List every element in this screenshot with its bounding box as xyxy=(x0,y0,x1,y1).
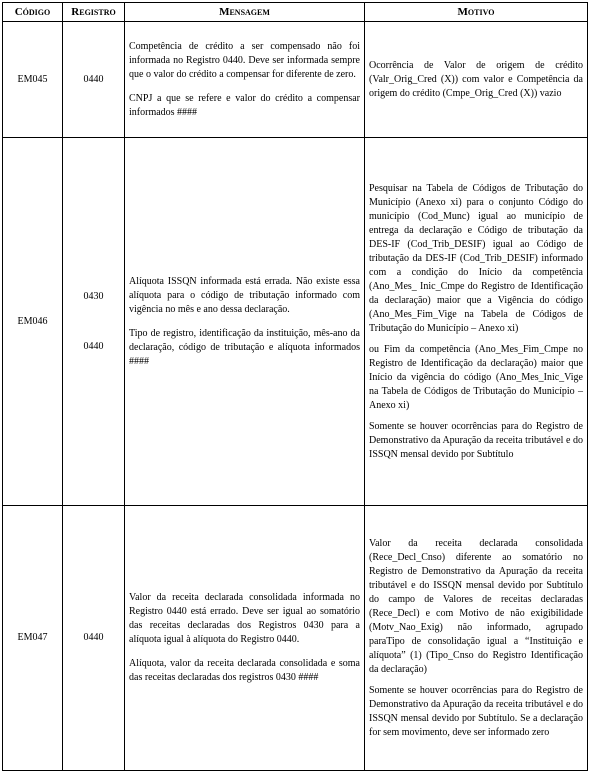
cell-mensagem xyxy=(125,506,365,771)
mensagem-paragraph: Tipo de registro, identificação da instituição, mês-ano da declaração, código de tributação e alíquota informados #### xyxy=(129,327,360,367)
motivo-paragraph: Pesquisar na Tabela de Códigos de Tributação do Município (Anexo xi) para o conjunto Código do município (Cod_Munc) igual ao município de entrega da declaração e Código de tributação da DES-IF (Cod_Trib_DESIF) igual ao Código de tributação da DES-IF (Cod_Trib_DESIF) informado com a condição do Início da competência (Ano_Mes_ Inic_Cmpe do Registro de Identificação da declaração) maior que a Vigência do código (Ano_Mes_Fim_Vige na Tabela de Códigos de Tributação do Município – Anexo xi) xyxy=(369,182,583,334)
cell-motivo xyxy=(365,138,588,506)
header-motivo: Motivo xyxy=(365,3,588,22)
cell-motivo xyxy=(365,506,588,771)
motivo-paragraph: Valor da receita declarada consolidada (Rece_Decl_Cnso) diferente ao somatório no Registro de Demonstrativo da Apuração da receita tributável e do ISSQN mensal devido por Subtítulo do campo de Valores de receitas declaradas (Rece_Decl) e com Motivo de não exigibilidade (Motv_Nao_Exig) não informado, agrupado paraTipo de consolidação igual a “Instituição e alíquota” (1) (Tipo_Cnso do Registro Identificação da declaração) xyxy=(369,537,583,675)
header-codigo: Código xyxy=(3,3,63,22)
table-row xyxy=(3,138,588,506)
registro-value: 0440 xyxy=(83,632,104,643)
header-mensagem: Mensagem xyxy=(125,3,365,22)
table-header-row xyxy=(3,3,588,22)
cell-registro xyxy=(63,506,125,771)
mensagem-paragraph: CNPJ a que se refere e valor do crédito a compensar informados #### xyxy=(129,92,360,118)
cell-registro xyxy=(63,22,125,138)
error-codes-table xyxy=(2,2,588,771)
cell-mensagem xyxy=(125,138,365,506)
motivo-paragraph: ou Fim da competência (Ano_Mes_Fim_Cmpe no Registro de Identificação da declaração) maior que Início da vigência do código (Ano_Mes_Inic_Vige na Tabela de Códigos de Tributação do Município – Anexo xi) xyxy=(369,343,583,411)
cell-codigo: EM045 xyxy=(3,22,63,138)
cell-mensagem xyxy=(125,22,365,138)
registro-value: 0430 xyxy=(83,290,104,302)
mensagem-paragraph: Valor da receita declarada consolidada informada no Registro 0440 está errado. Deve ser igual ao somatório das receitas declaradas dos Registros 0430 para a alíquota igual à alíquota do Registro 0440. xyxy=(129,592,360,645)
mensagem-paragraph: Alíquota ISSQN informada está errada. Não existe essa alíquota para o código de tributação informado com vigência no mês e ano dessa declaração. xyxy=(129,275,360,315)
registro-value: 0440 xyxy=(83,73,104,85)
motivo-paragraph: Somente se houver ocorrências para do Registro de Demonstrativo da Apuração da receita tributável e do ISSQN mensal devido por Subtítulo xyxy=(369,420,583,460)
cell-codigo: EM047 xyxy=(3,506,63,771)
motivo-paragraph: Somente se houver ocorrências para do Registro de Demonstrativo da Apuração da receita tributável e do ISSQN mensal devido por Subtítulo. Se a declaração for sem movimento, deve ser informado zero xyxy=(369,684,583,738)
cell-motivo xyxy=(365,22,588,138)
motivo-paragraph: Ocorrência de Valor de origem de crédito (Valr_Orig_Cred (X)) com valor e Competência da origem do crédito (Cmpe_Orig_Cred (X)) vazio xyxy=(369,59,583,99)
registro-value: 0440 xyxy=(83,340,104,352)
table-row xyxy=(3,506,588,771)
mensagem-paragraph: Competência de crédito a ser compensado não foi informada no Registro 0440. Deve ser informada sempre que o valor do crédito a compensar for diferente de zero. xyxy=(129,40,360,80)
header-registro: Registro xyxy=(63,3,125,22)
cell-codigo: EM046 xyxy=(3,138,63,506)
cell-registro xyxy=(63,138,125,506)
mensagem-paragraph: Alíquota, valor da receita declarada consolidada e soma das receitas declaradas dos registros 0430 #### xyxy=(129,658,360,683)
table-row xyxy=(3,22,588,138)
